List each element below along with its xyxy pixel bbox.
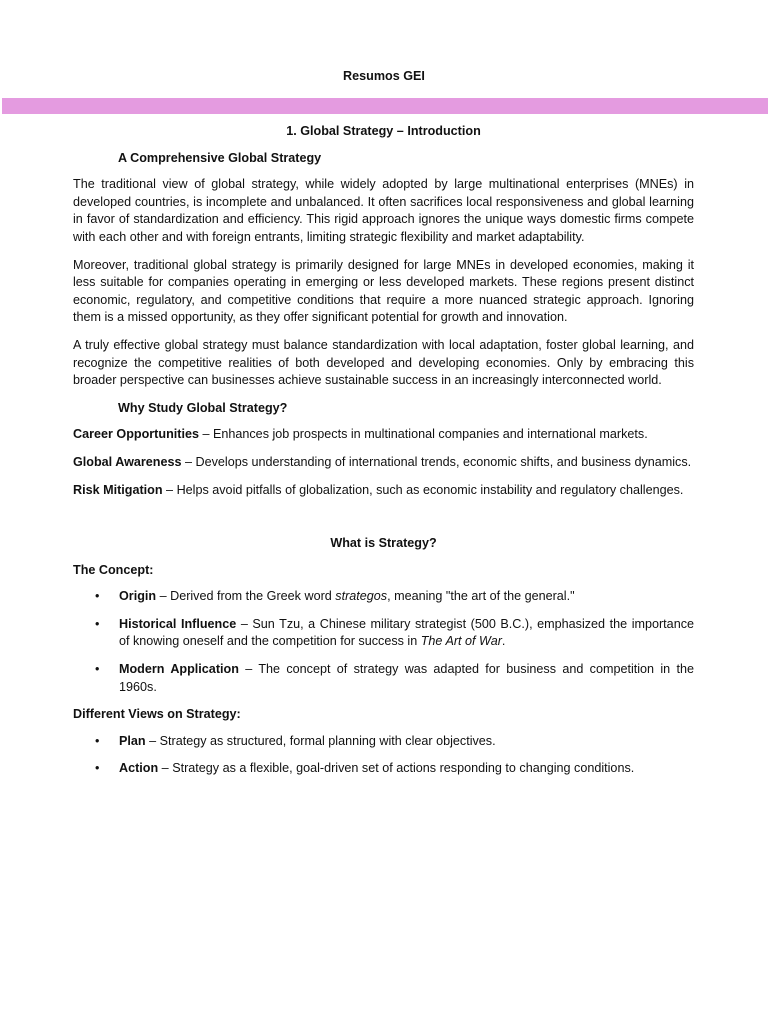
subheading-why-study: Why Study Global Strategy? — [118, 400, 288, 415]
paragraph-developed-economies: Moreover, traditional global strategy is primarily designed for large MNEs in developed economies, making it less suitable for companies operating in emerging or less developed markets. These regions present distinct economic, regulatory, and competitive conditions that require a more nuanced strategic approach. Ignoring them is a missed opportunity, as they offer significant potential for growth and innovation. — [73, 257, 694, 325]
list-item-plan — [73, 733, 694, 751]
item-text-end: , meaning "the art of the general." — [387, 589, 575, 604]
reason-text: – Enhances job prospects in multinational companies and international markets. — [198, 427, 648, 442]
item-label: Plan — [119, 733, 146, 748]
list-item-origin — [73, 588, 694, 606]
reason-text: – Helps avoid pitfalls of globalization, such as economic instability and regulatory challenges. — [162, 482, 684, 497]
list-item-modern-application — [73, 661, 694, 696]
reason-text: – Develops understanding of international trends, economic shifts, and business dynamics. — [181, 454, 692, 469]
views-list — [73, 733, 694, 778]
item-text: – The concept of strategy was adapted for business and competition in the 1960s. — [119, 662, 695, 694]
section-title-global-strategy: 1. Global Strategy – Introduction — [286, 124, 481, 138]
document-title: Resumos GEI — [343, 69, 425, 83]
reason-label: Global Awareness — [73, 454, 182, 469]
item-label: Action — [119, 761, 159, 776]
heading-the-concept: The Concept: — [73, 562, 154, 577]
bullet-icon: • — [95, 589, 100, 604]
reason-label: Career Opportunities — [73, 427, 199, 442]
reason-career-opportunities — [73, 426, 694, 444]
reason-risk-mitigation — [73, 482, 694, 500]
item-text-end: . — [501, 634, 506, 649]
document-body — [73, 123, 694, 788]
heading-different-views: Different Views on Strategy: — [73, 707, 241, 722]
list-item-action — [73, 760, 694, 778]
item-label: Historical Influence — [119, 616, 237, 631]
item-text: – Derived from the Greek word — [156, 589, 336, 604]
bullet-icon: • — [95, 761, 100, 776]
reason-global-awareness — [73, 454, 694, 472]
section-spacer — [73, 509, 694, 535]
item-text: – Strategy as a flexible, goal-driven set of actions responding to changing conditions. — [158, 761, 635, 776]
item-text: – Sun Tzu, a Chinese military strategist (500 B.C.), emphasized the importance of knowing oneself and the competition for success in — [119, 616, 694, 649]
item-text: – Strategy as structured, formal planning with clear objectives. — [145, 733, 496, 748]
bullet-icon: • — [95, 616, 100, 631]
paragraph-traditional-view: The traditional view of global strategy, while widely adopted by large multinational enterprises (MNEs) in developed countries, is incomplete and unbalanced. It often sacrifices local responsiveness and global learning in favor of standardization and efficiency. This rigid approach ignores the unique ways domestic firms compete with each other and with foreign entrants, limiting strategic flexibility and market adaptability. — [73, 177, 694, 244]
reason-label: Risk Mitigation — [73, 482, 163, 497]
item-label: Origin — [119, 589, 157, 604]
bullet-icon: • — [95, 733, 100, 748]
header-accent-bar — [2, 98, 768, 114]
concept-list — [73, 588, 694, 696]
bullet-icon: • — [95, 662, 100, 677]
list-item-historical-influence — [73, 616, 694, 651]
item-emphasis: The Art of War — [420, 634, 502, 649]
item-emphasis: strategos — [335, 589, 388, 604]
paragraph-effective-strategy: A truly effective global strategy must balance standardization with local adaptation, foster global learning, and recognize the competitive realities of both developed and developing economies. Only by embracing this broader perspective can businesses achieve sustainable success in an increasingly interconnected world. — [73, 337, 694, 388]
subheading-comprehensive-strategy: A Comprehensive Global Strategy — [118, 150, 322, 165]
item-label: Modern Application — [119, 662, 239, 677]
section-title-what-is-strategy: What is Strategy? — [330, 536, 437, 551]
